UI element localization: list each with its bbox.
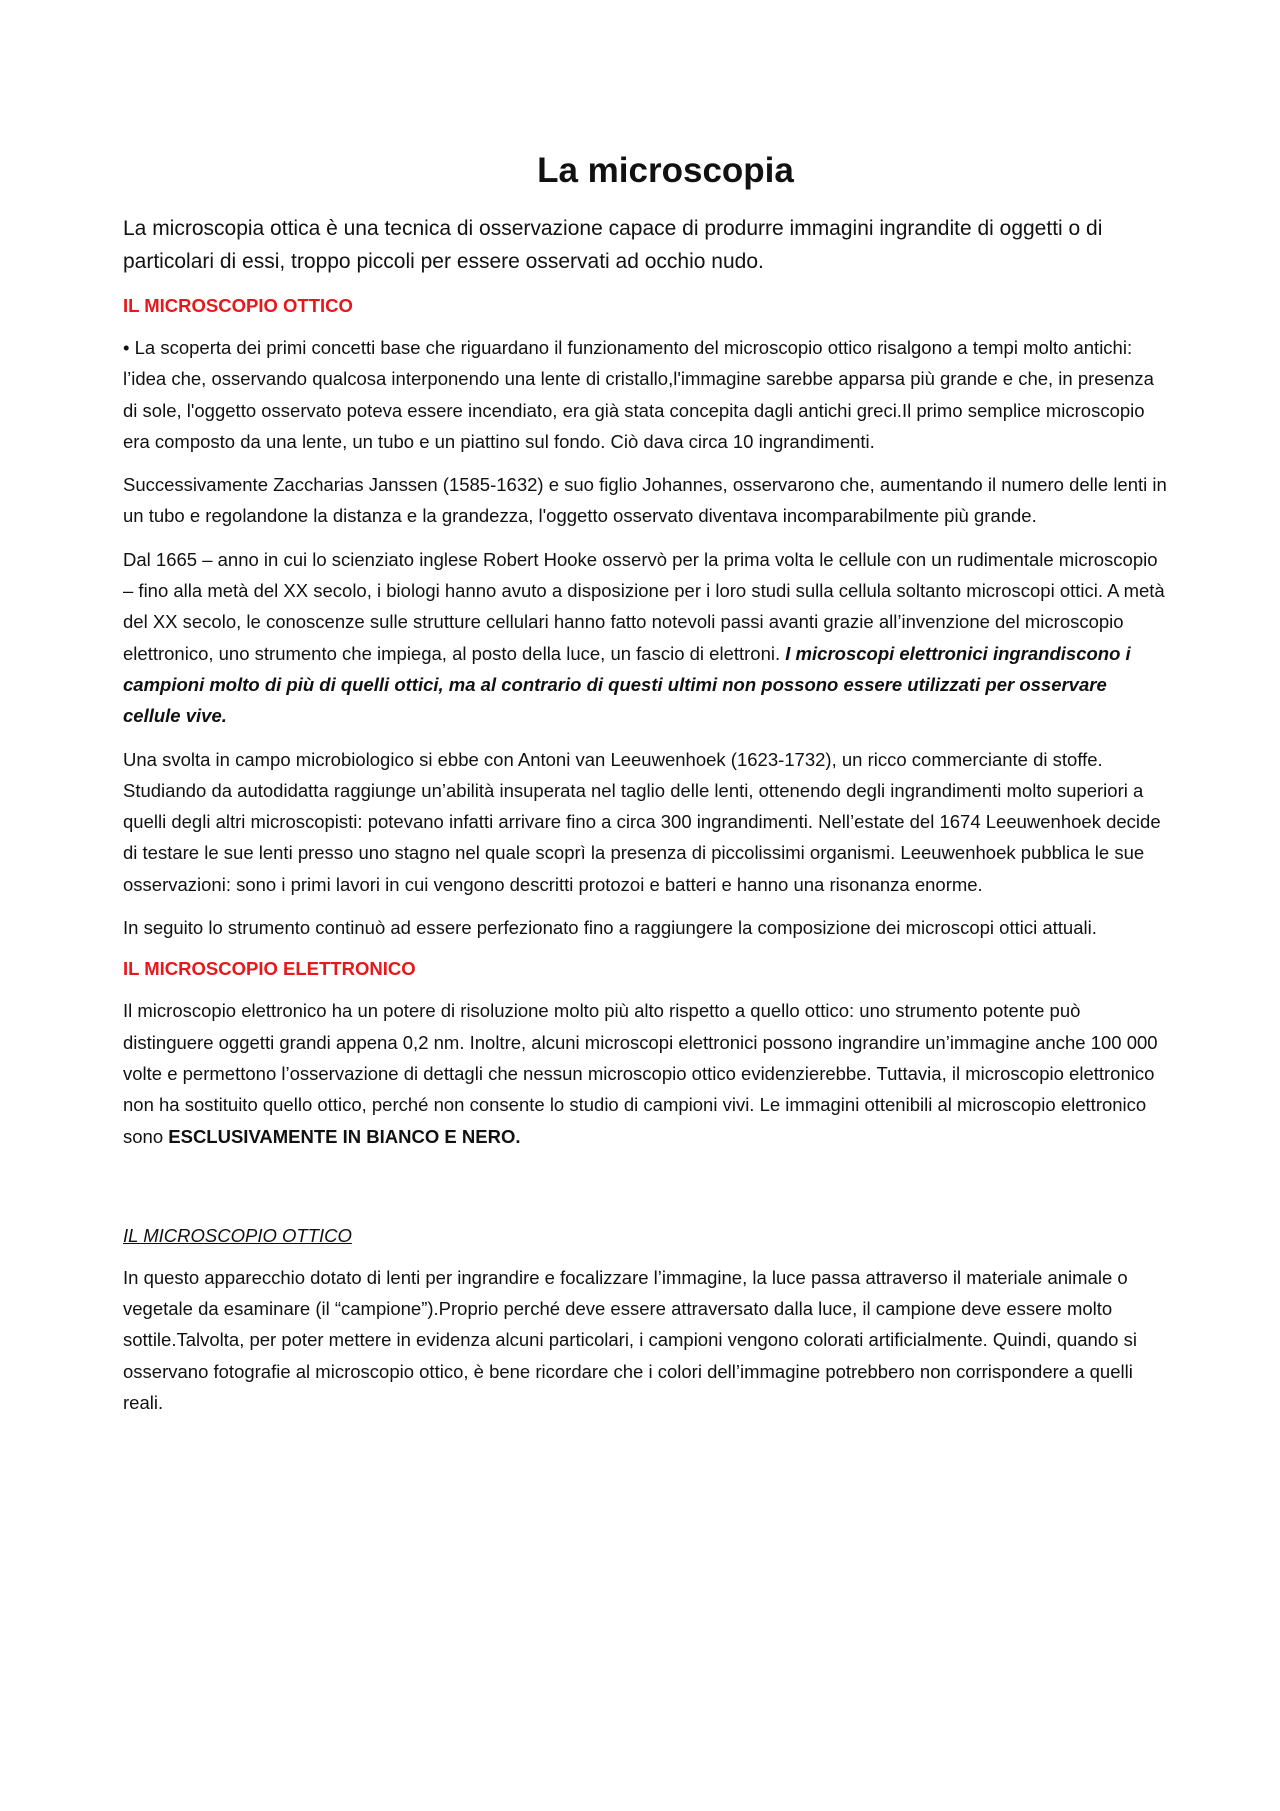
page-title: La microscopia bbox=[537, 151, 794, 190]
paragraph-history-origins: • La scoperta dei primi concetti base che riguardano il funzionamento del microscopio ottico risalgono a tempi molto antichi: l’idea che, osservando qualcosa interponendo una lente di cristallo,l'immagine sarebbe apparsa più grande e che, in presenza di sole, l'oggetto osservato poteva essere incendiato, era già stata concepita dagli antichi greci.Il primo semplice microscopio era composto da una lente, un tubo e un piattino sul fondo. Ciò dava circa 10 ingrandimenti. bbox=[123, 337, 1154, 452]
paragraph-janssen: Successivamente Zaccharias Janssen (1585-1632) e suo figlio Johannes, osservarono che, aumentando il numero delle lenti in un tubo e regolandone la distanza e la grandezza, l'oggetto osservato diventava incomparabilmente più grande. bbox=[123, 474, 1167, 527]
paragraph-leeuwenhoek: Una svolta in campo microbiologico si ebbe con Antoni van Leeuwenhoek (1623-1732), un ricco commerciante di stoffe. Studiando da autodidatta raggiunge un’abilità insuperata nel taglio delle lenti, ottenendo degli ingrandimenti molto superiori a quelli degli altri microscopisti: potevano infatti arrivare fino a circa 300 ingrandimenti. Nell’estate del 1674 Leeuwenhoek decide di testare le sue lenti presso uno stagno nel quale scoprì la presenza di piccolissimi organismi. Leeuwenhoek pubblica le sue osservazioni: sono i primi lavori in cui vengono descritti protozoi e batteri e hanno una risonanza enorme. bbox=[123, 748, 1161, 895]
section-heading-electron: IL MICROSCOPIO ELETTRONICO bbox=[123, 958, 416, 980]
paragraph-hooke bbox=[123, 544, 1168, 732]
section-heading-optical-detail: IL MICROSCOPIO OTTICO bbox=[123, 1224, 352, 1246]
paragraph-modern-optics: In seguito lo strumento continuò ad essere perfezionato fino a raggiungere la composizione dei microscopi ottici attuali. bbox=[123, 917, 1097, 939]
vertical-spacer bbox=[123, 1164, 1168, 1222]
paragraph-electron-emphasis: ESCLUSIVAMENTE IN BIANCO E NERO. bbox=[168, 1125, 521, 1147]
paragraph-electron bbox=[123, 995, 1168, 1151]
document-page bbox=[123, 150, 1168, 1430]
paragraph-hooke-emphasis: I microscopi elettronici ingrandiscono i campioni molto di più di quelli ottici, ma al contrario di questi ultimi non possono essere utilizzati per osservare cellule vive. bbox=[123, 642, 1131, 727]
intro-paragraph: La microscopia ottica è una tecnica di osservazione capace di produrre immagini ingrandite di oggetti o di particolari di essi, troppo piccoli per essere osservati ad occhio nudo. bbox=[123, 217, 1103, 273]
paragraph-hooke-text: Dal 1665 – anno in cui lo scienziato inglese Robert Hooke osservò per la prima volta le cellule con un rudimentale microscopio – fino alla metà del XX secolo, i biologi hanno avuto a disposizione per i loro studi sulla cellula soltanto microscopi ottici. A metà del XX secolo, le conoscenze sulle strutture cellulari hanno fatto notevoli passi avanti grazie all’invenzione del microscopio elettronico, uno strumento che impiega, al posto della luce, un fascio di elettroni. bbox=[123, 548, 1165, 664]
paragraph-optical-detail: In questo apparecchio dotato di lenti per ingrandire e focalizzare l’immagine, la luce passa attraverso il materiale animale o vegetale da esaminare (il “campione”).Proprio perché deve essere attraversato dalla luce, il campione deve essere molto sottile.Talvolta, per poter mettere in evidenza alcuni particolari, i campioni vengono colorati artificialmente. Quindi, quando si osservano fotografie al microscopio ottico, è bene ricordare che i colori dell’immagine potrebbero non corrispondere a quelli reali. bbox=[123, 1266, 1137, 1414]
section-heading-optical: IL MICROSCOPIO OTTICO bbox=[123, 295, 353, 316]
paragraph-electron-text: Il microscopio elettronico ha un potere di risoluzione molto più alto rispetto a quello ottico: uno strumento potente può distinguere oggetti grandi appena 0,2 nm. Inoltre, alcuni microscopi elettronici possono ingrandire un’immagine anche 100 000 volte e permettono l’osservazione di dettagli che nessun microscopio ottico evidenzierebbe. Tuttavia, il microscopio elettronico non ha sostituito quello ottico, perché non consente lo studio di campioni vivi. Le immagini ottenibili al microscopio elettronico sono bbox=[123, 1000, 1158, 1147]
